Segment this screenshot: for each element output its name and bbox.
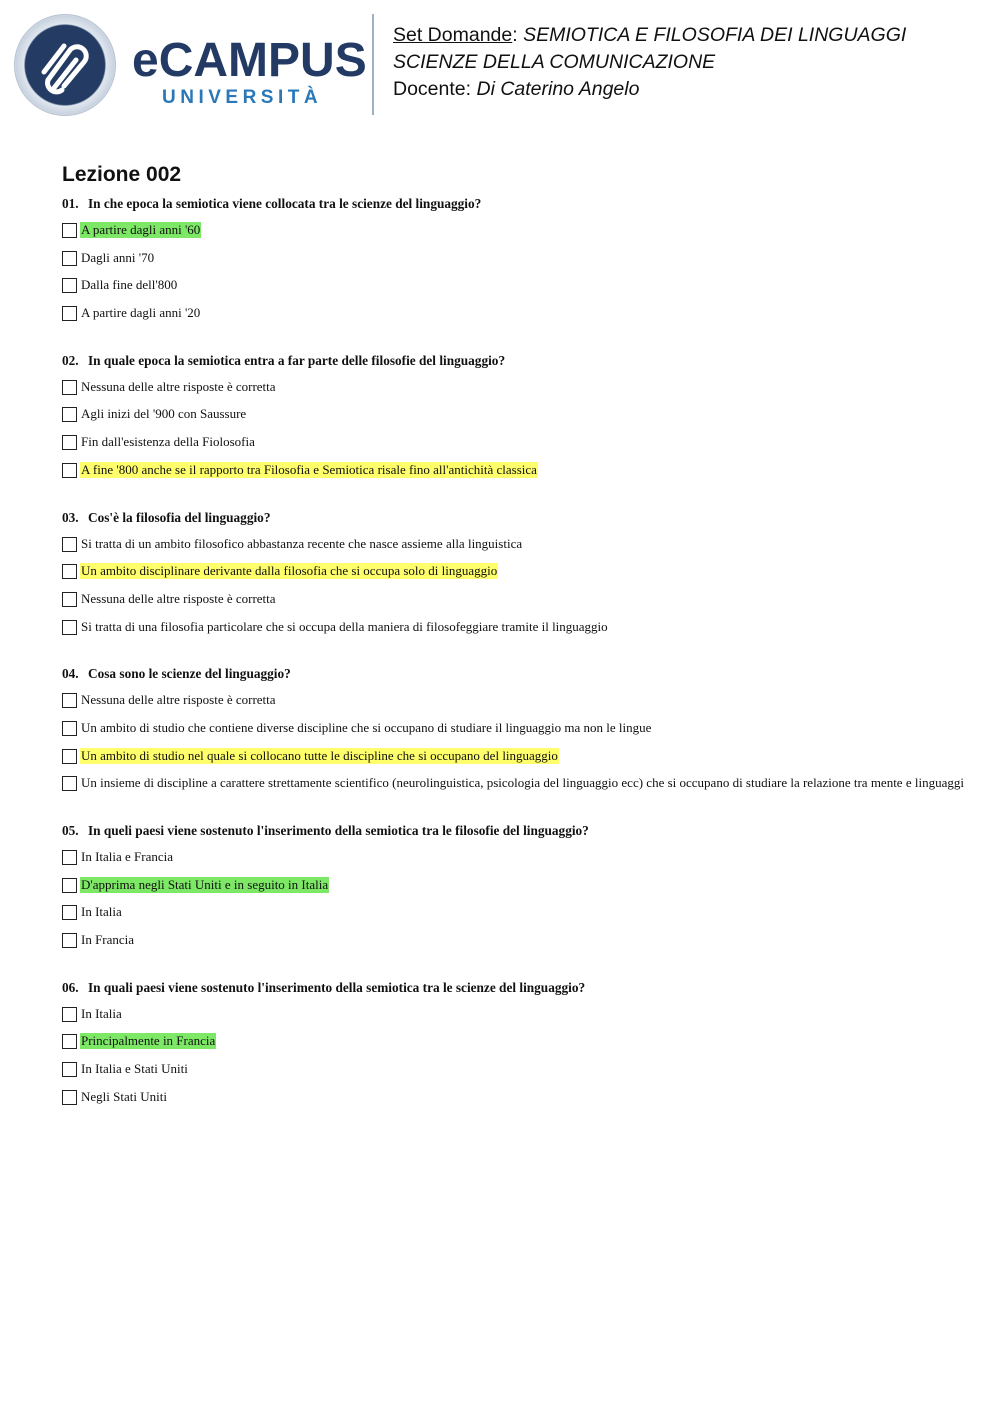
answer-checkbox[interactable]: [62, 407, 77, 422]
question-number: 04.: [62, 666, 79, 682]
answer-option[interactable]: [62, 536, 962, 564]
answer-text: Nessuna delle altre risposte è corretta: [81, 378, 276, 394]
answer-option[interactable]: [62, 277, 962, 305]
answer-text: In Francia: [81, 932, 135, 948]
answer-checkbox[interactable]: [62, 223, 77, 238]
answer-text: Un insieme di discipline a carattere strettamente scientifico (neurolinguistica, psicologia del linguaggio ecc) che si occupano di studiare la relazione tra mente e linguaggi: [81, 775, 964, 791]
answer-option[interactable]: [62, 379, 962, 407]
question-1: [62, 196, 962, 333]
answer-text: Nessuna delle altre risposte è corretta: [81, 590, 276, 606]
answer-checkbox[interactable]: [62, 435, 77, 450]
answer-checkbox[interactable]: [62, 878, 77, 893]
answer-text: Nessuna delle altre risposte è corretta: [81, 692, 276, 708]
answer-checkbox[interactable]: [62, 463, 77, 478]
question-number: 01.: [62, 196, 79, 211]
answer-checkbox[interactable]: [62, 776, 77, 791]
answer-option[interactable]: [62, 619, 962, 647]
answer-text: A partire dagli anni '60: [81, 222, 201, 237]
answer-text: Si tratta di una filosofia particolare che si occupa della maniera di filosofeggiare tramite il linguaggio: [81, 618, 608, 634]
answer-option[interactable]: [62, 748, 962, 776]
question-title: [62, 823, 962, 839]
answer-checkbox[interactable]: [62, 592, 77, 607]
question-6: [62, 980, 962, 1117]
question-title: [62, 510, 962, 526]
question-text: Cosa sono le scienze del linguaggio?: [88, 666, 291, 682]
set-label: Set Domande: [393, 24, 513, 46]
answer-option[interactable]: [62, 1089, 962, 1117]
answer-option[interactable]: [62, 932, 962, 960]
answer-text: D'apprima negli Stati Uniti e in seguito in Italia: [81, 876, 329, 892]
ecampus-logo-emblem: [14, 14, 116, 116]
answer-checkbox[interactable]: [62, 905, 77, 920]
answer-checkbox[interactable]: [62, 1090, 77, 1105]
answer-checkbox[interactable]: [62, 620, 77, 635]
teacher-line: [393, 76, 906, 103]
answer-checkbox[interactable]: [62, 537, 77, 552]
logo-subtitle: UNIVERSITÀ: [162, 87, 323, 108]
answer-option[interactable]: [62, 250, 962, 278]
answer-checkbox[interactable]: [62, 1062, 77, 1077]
answer-option[interactable]: [62, 563, 962, 591]
answer-text: In Italia: [81, 1005, 122, 1021]
answer-option[interactable]: [62, 720, 962, 748]
answer-checkbox[interactable]: [62, 721, 77, 736]
answer-text: In Italia e Francia: [81, 849, 174, 864]
course-info: [393, 22, 906, 103]
answer-checkbox[interactable]: [62, 749, 77, 764]
answer-option[interactable]: [62, 406, 962, 434]
answer-option[interactable]: [62, 904, 962, 932]
answer-checkbox[interactable]: [62, 850, 77, 865]
answer-option[interactable]: [62, 849, 962, 877]
answer-option[interactable]: [62, 434, 962, 462]
teacher-label: Docente:: [393, 78, 472, 100]
answer-text: Fin dall'esistenza della Fiolosofia: [81, 434, 255, 450]
question-text: Cos'è la filosofia del linguaggio?: [88, 509, 271, 525]
answer-text: Un ambito di studio che contiene diverse discipline che si occupano di studiare il linguaggio ma non le lingue: [81, 719, 652, 735]
answer-text: A fine '800 anche se il rapporto tra Filosofia e Semiotica risale fino all'antichità classica: [81, 461, 537, 477]
answer-checkbox[interactable]: [62, 306, 77, 321]
question-title: [62, 666, 962, 682]
answer-text: Un ambito disciplinare derivante dalla filosofia che si occupa solo di linguaggio: [81, 563, 498, 579]
set-title-2: SCIENZE DELLA COMUNICAZIONE: [393, 51, 716, 73]
answer-option[interactable]: [62, 775, 962, 803]
question-title: [62, 196, 962, 212]
question-number: 03.: [62, 509, 79, 525]
question-text: In quale epoca la semiotica entra a far parte delle filosofie del linguaggio?: [88, 352, 506, 368]
answer-text: Agli inizi del '900 con Saussure: [81, 406, 247, 422]
answer-checkbox[interactable]: [62, 1007, 77, 1022]
teacher-name: Di Caterino Angelo: [476, 78, 640, 100]
answer-text: Negli Stati Uniti: [81, 1088, 167, 1104]
answer-text: Dagli anni '70: [81, 249, 155, 265]
answer-checkbox[interactable]: [62, 380, 77, 395]
question-3: [62, 510, 962, 647]
logo-wordmark: eCAMPUS: [132, 34, 367, 87]
answer-option[interactable]: [62, 692, 962, 720]
answer-text: A partire dagli anni '20: [81, 305, 201, 321]
question-text: In che epoca la semiotica viene collocata tra le scienze del linguaggio?: [88, 196, 482, 211]
answer-option[interactable]: [62, 1061, 962, 1089]
question-5: [62, 823, 962, 960]
set-title-1: SEMIOTICA E FILOSOFIA DEI LINGUAGGI: [523, 24, 907, 46]
answer-option[interactable]: [62, 305, 962, 333]
answer-option[interactable]: [62, 1033, 962, 1061]
answer-option[interactable]: [62, 462, 962, 490]
answer-checkbox[interactable]: [62, 251, 77, 266]
answer-option[interactable]: [62, 591, 962, 619]
answer-text: Si tratta di un ambito filosofico abbastanza recente che nasce assieme alla linguistica: [81, 535, 523, 551]
question-number: 02.: [62, 352, 79, 368]
question-title: [62, 353, 962, 369]
answer-checkbox[interactable]: [62, 564, 77, 579]
answer-checkbox[interactable]: [62, 693, 77, 708]
answer-text: In Italia e Stati Uniti: [81, 1061, 188, 1077]
header-divider: [372, 14, 374, 115]
question-2: [62, 353, 962, 490]
question-text: In quali paesi viene sostenuto l'inserimento della semiotica tra le scienze del linguaggio?: [88, 979, 586, 995]
answer-text: In Italia: [81, 904, 122, 920]
question-title: [62, 980, 962, 996]
answer-checkbox[interactable]: [62, 278, 77, 293]
question-number: 06.: [62, 979, 79, 995]
answer-checkbox[interactable]: [62, 933, 77, 948]
answer-text: Principalmente in Francia: [81, 1033, 216, 1049]
question-list: [62, 196, 962, 1117]
question-text: In queli paesi viene sostenuto l'inserimento della semiotica tra le filosofie del linguaggio?: [88, 823, 589, 838]
question-4: [62, 666, 962, 803]
question-number: 05.: [62, 823, 79, 838]
answer-text: Dalla fine dell'800: [81, 277, 178, 293]
logo-emblem-icon: [14, 14, 116, 116]
answer-option[interactable]: [62, 877, 962, 905]
answer-text: Un ambito di studio nel quale si collocano tutte le discipline che si occupano del linguaggio: [81, 747, 558, 763]
answer-option[interactable]: [62, 222, 962, 250]
set-line: Set Domande: SEMIOTICA E FILOSOFIA DEI LINGUAGGI: [393, 24, 907, 46]
answer-checkbox[interactable]: [62, 1034, 77, 1049]
page-header: [0, 0, 1000, 130]
answer-option[interactable]: [62, 1006, 962, 1034]
question-set: [62, 162, 962, 1137]
lesson-title: Lezione 002: [62, 163, 182, 186]
